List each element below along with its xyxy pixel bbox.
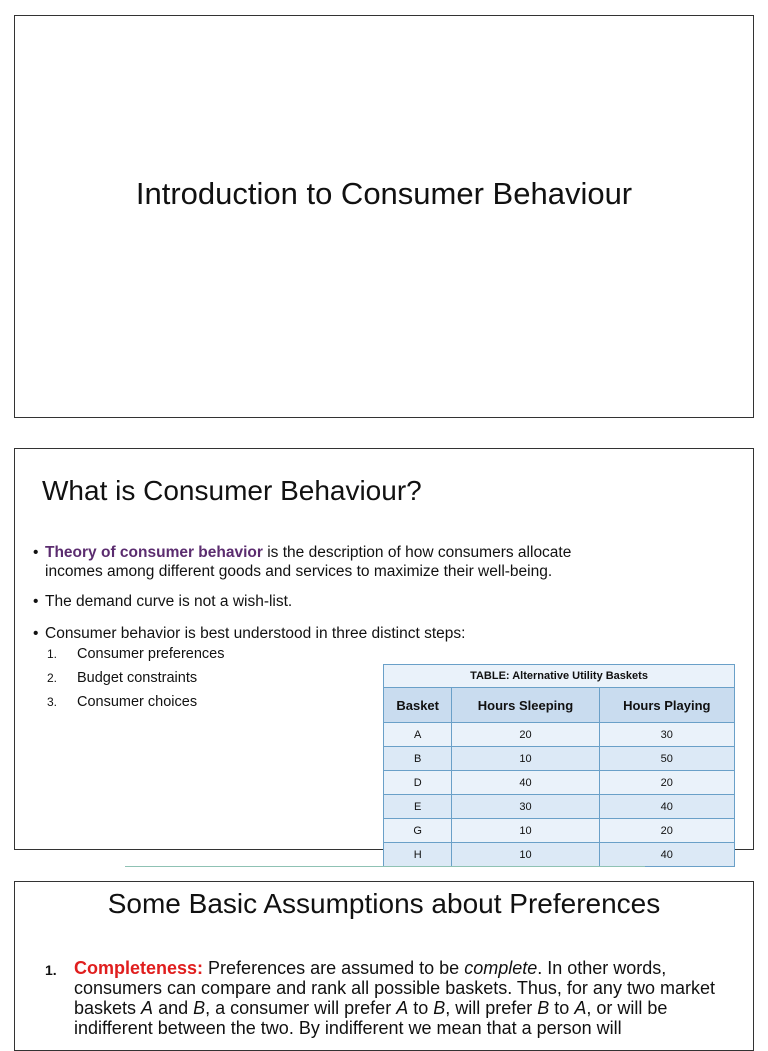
basket-b: B bbox=[537, 998, 550, 1018]
assumption-completeness bbox=[45, 958, 735, 1038]
assumption-text: to bbox=[549, 998, 575, 1018]
step-label: Consumer preferences bbox=[77, 646, 225, 662]
cell-basket: H bbox=[384, 843, 452, 867]
assumption-text: , or will be indifferent between the two. By indifferent we mean that a person will bbox=[74, 998, 668, 1038]
bullet-term: Theory of consumer behavior bbox=[45, 544, 263, 561]
cell-basket: D bbox=[384, 771, 452, 795]
bullet-dot: • bbox=[33, 593, 39, 610]
assumption-text: . In other words, consumers can compare and rank all possible baskets. Thus, for any two market baskets bbox=[74, 958, 715, 1018]
bullet-text: The demand curve is not a wish-list. bbox=[45, 593, 293, 610]
cell-basket: A bbox=[384, 723, 452, 747]
cell-basket: B bbox=[384, 747, 452, 771]
assumption-text: , a consumer will prefer bbox=[205, 998, 397, 1018]
cell-hours-sleeping: 10 bbox=[452, 747, 599, 771]
basket-a: A bbox=[141, 998, 154, 1018]
cell-basket: G bbox=[384, 819, 452, 843]
table-row bbox=[384, 843, 735, 867]
cell-hours-sleeping: 10 bbox=[452, 843, 599, 867]
assumption-number: 1. bbox=[45, 962, 57, 978]
utility-baskets-table bbox=[383, 664, 735, 867]
slide-3-title: Some Basic Assumptions about Preferences bbox=[107, 888, 661, 919]
slide-divider bbox=[125, 866, 645, 867]
table-row bbox=[384, 723, 735, 747]
bullet-three-steps bbox=[33, 624, 465, 643]
cell-hours-sleeping: 20 bbox=[452, 723, 599, 747]
cell-hours-playing: 20 bbox=[599, 819, 734, 843]
assumption-text: Preferences are assumed to be bbox=[203, 958, 465, 978]
column-header-hours-playing: Hours Playing bbox=[599, 688, 734, 723]
assumption-text: , will prefer bbox=[445, 998, 538, 1018]
bullet-text-continued: incomes among different goods and services to maximize their well-being. bbox=[45, 563, 553, 580]
slide-2 bbox=[14, 448, 754, 861]
cell-hours-sleeping: 30 bbox=[452, 795, 599, 819]
column-header-basket: Basket bbox=[384, 688, 452, 723]
basket-a: A bbox=[574, 998, 587, 1018]
cell-hours-playing: 50 bbox=[599, 747, 734, 771]
table-row bbox=[384, 795, 735, 819]
cell-hours-playing: 20 bbox=[599, 771, 734, 795]
bullet-demand-curve bbox=[33, 592, 292, 611]
step-number: 1. bbox=[47, 647, 58, 661]
slide-3 bbox=[14, 881, 754, 1051]
assumption-emphasis: complete bbox=[464, 958, 538, 978]
step-item bbox=[47, 694, 197, 710]
bullet-text: Consumer behavior is best understood in three distinct steps: bbox=[45, 625, 466, 642]
basket-a: A bbox=[396, 998, 409, 1018]
column-header-hours-sleeping: Hours Sleeping bbox=[452, 688, 599, 723]
slide-2-title: What is Consumer Behaviour? bbox=[42, 475, 422, 506]
table-caption: TABLE: Alternative Utility Baskets bbox=[384, 665, 735, 688]
bullet-theory bbox=[33, 543, 571, 581]
step-item bbox=[47, 670, 197, 686]
cell-hours-playing: 30 bbox=[599, 723, 734, 747]
cell-hours-sleeping: 40 bbox=[452, 771, 599, 795]
cell-hours-playing: 40 bbox=[599, 843, 734, 867]
step-item bbox=[47, 646, 225, 662]
step-label: Budget constraints bbox=[77, 670, 198, 686]
basket-b: B bbox=[193, 998, 206, 1018]
step-number: 3. bbox=[47, 695, 58, 709]
bullet-text: is the description of how consumers allocate bbox=[262, 544, 572, 561]
step-number: 2. bbox=[47, 671, 58, 685]
assumption-body bbox=[45, 958, 735, 1038]
slide-1 bbox=[14, 15, 754, 418]
assumption-text: to bbox=[408, 998, 434, 1018]
cell-hours-playing: 40 bbox=[599, 795, 734, 819]
assumption-term: Completeness: bbox=[74, 958, 204, 978]
cell-hours-sleeping: 10 bbox=[452, 819, 599, 843]
basket-b: B bbox=[433, 998, 446, 1018]
bullet-dot: • bbox=[33, 544, 39, 561]
table-row bbox=[384, 771, 735, 795]
assumption-text: and bbox=[153, 998, 194, 1018]
step-label: Consumer choices bbox=[77, 694, 198, 710]
bullet-dot: • bbox=[33, 625, 39, 642]
cell-basket: E bbox=[384, 795, 452, 819]
table-row bbox=[384, 747, 735, 771]
table-row bbox=[384, 819, 735, 843]
slide-1-title: Introduction to Consumer Behaviour bbox=[135, 176, 633, 211]
